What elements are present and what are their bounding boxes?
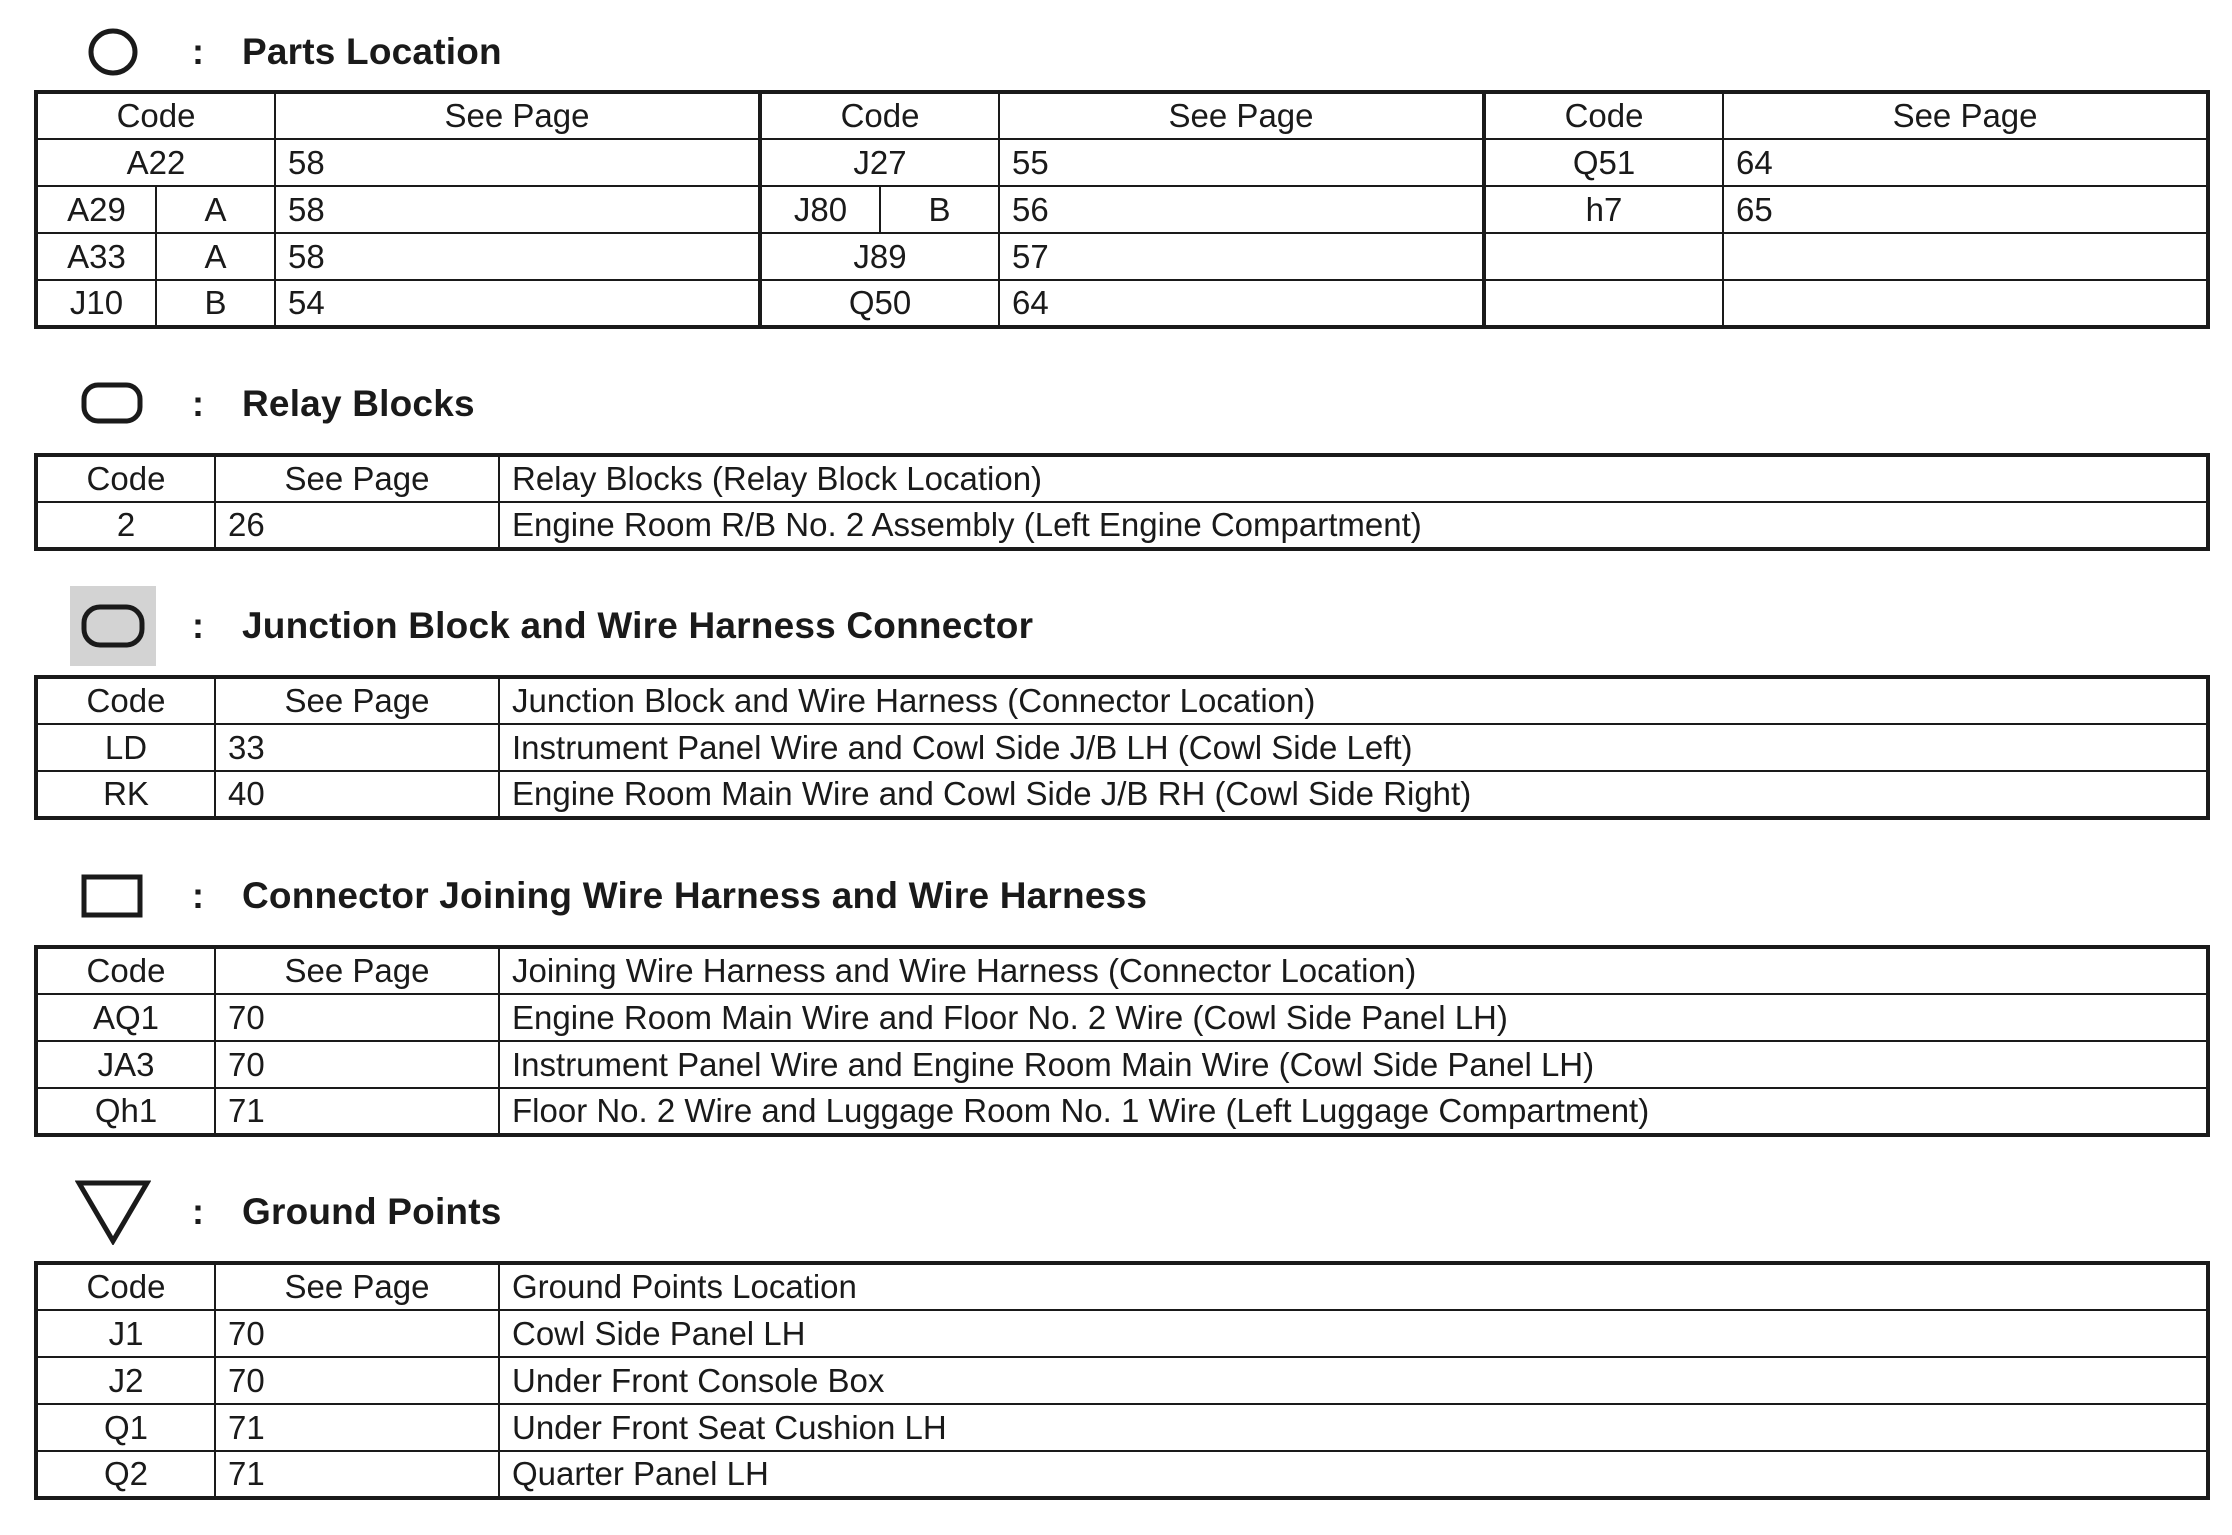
page-cell — [1723, 280, 2208, 327]
section-header-connector-joining — [70, 856, 1147, 936]
page-cell: 55 — [999, 139, 1484, 186]
junction-block-table — [34, 675, 2210, 820]
location-cell: Instrument Panel Wire and Engine Room Main Wire (Cowl Side Panel LH) — [499, 1041, 2208, 1088]
table-row — [36, 1451, 2208, 1498]
column-header-see-page: See Page — [215, 455, 499, 502]
column-header-code: Code — [36, 677, 215, 724]
code-cell: Q50 — [760, 280, 999, 327]
column-header-code: Code — [760, 92, 999, 139]
code-cell: A29 — [36, 186, 156, 233]
column-header-location: Relay Blocks (Relay Block Location) — [499, 455, 2208, 502]
code-cell: J80 — [760, 186, 880, 233]
table-row — [36, 186, 2208, 233]
code-cell: J10 — [36, 280, 156, 327]
page-cell: 65 — [1723, 186, 2208, 233]
code-cell: A33 — [36, 233, 156, 280]
section-header-parts-location — [70, 12, 502, 92]
location-cell: Engine Room Main Wire and Floor No. 2 Wire (Cowl Side Panel LH) — [499, 994, 2208, 1041]
variant-cell: B — [156, 280, 275, 327]
location-cell: Instrument Panel Wire and Cowl Side J/B LH (Cowl Side Left) — [499, 724, 2208, 771]
table-header-row — [36, 947, 2208, 994]
code-cell: 2 — [36, 502, 215, 549]
table-header-row — [36, 455, 2208, 502]
column-header-see-page: See Page — [215, 947, 499, 994]
column-header-see-page: See Page — [999, 92, 1484, 139]
code-cell: Qh1 — [36, 1088, 215, 1135]
connector-joining-table — [34, 945, 2210, 1137]
rectangle-icon — [70, 856, 156, 936]
page-cell: 71 — [215, 1088, 499, 1135]
rounded-rect-icon — [70, 364, 156, 444]
section-colon: : — [192, 875, 204, 916]
column-header-code: Code — [1484, 92, 1723, 139]
section-title: Parts Location — [242, 31, 502, 72]
page-cell: 54 — [275, 280, 760, 327]
ground-points-table — [34, 1261, 2210, 1500]
variant-cell: A — [156, 186, 275, 233]
code-cell: Q51 — [1484, 139, 1723, 186]
column-header-code: Code — [36, 947, 215, 994]
page-cell: 70 — [215, 994, 499, 1041]
code-cell: LD — [36, 724, 215, 771]
section-title: Connector Joining Wire Harness and Wire Harness — [242, 875, 1148, 916]
column-header-location: Junction Block and Wire Harness (Connector Location) — [499, 677, 2208, 724]
location-cell: Under Front Console Box — [499, 1357, 2208, 1404]
code-cell: AQ1 — [36, 994, 215, 1041]
code-cell: Q2 — [36, 1451, 215, 1498]
page-cell: 40 — [215, 771, 499, 818]
column-header-code: Code — [36, 92, 275, 139]
page-cell: 70 — [215, 1041, 499, 1088]
circle-icon — [70, 12, 156, 92]
section-colon: : — [192, 605, 204, 646]
table-row — [36, 1041, 2208, 1088]
column-header-see-page: See Page — [1723, 92, 2208, 139]
code-cell: J27 — [760, 139, 999, 186]
section-title: Relay Blocks — [242, 383, 475, 424]
section-title: Ground Points — [242, 1191, 502, 1232]
page-cell: 33 — [215, 724, 499, 771]
column-header-location: Joining Wire Harness and Wire Harness (Connector Location) — [499, 947, 2208, 994]
table-row — [36, 994, 2208, 1041]
table-row — [36, 1088, 2208, 1135]
triangle-down-icon — [70, 1172, 156, 1252]
column-header-see-page: See Page — [215, 677, 499, 724]
code-cell: h7 — [1484, 186, 1723, 233]
shaded-rounded-rect-icon — [70, 586, 156, 666]
section-title: Junction Block and Wire Harness Connector — [242, 605, 1034, 646]
table-row — [36, 1357, 2208, 1404]
column-header-see-page: See Page — [275, 92, 760, 139]
column-header-code: Code — [36, 1263, 215, 1310]
location-cell: Quarter Panel LH — [499, 1451, 2208, 1498]
location-cell: Engine Room R/B No. 2 Assembly (Left Engine Compartment) — [499, 502, 2208, 549]
table-row — [36, 1404, 2208, 1451]
section-header-junction-block — [70, 586, 1033, 666]
column-header-see-page: See Page — [215, 1263, 499, 1310]
location-cell: Cowl Side Panel LH — [499, 1310, 2208, 1357]
code-cell: JA3 — [36, 1041, 215, 1088]
page-cell: 71 — [215, 1404, 499, 1451]
column-header-code: Code — [36, 455, 215, 502]
location-cell: Under Front Seat Cushion LH — [499, 1404, 2208, 1451]
page-cell: 71 — [215, 1451, 499, 1498]
code-cell — [1484, 233, 1723, 280]
page-cell — [1723, 233, 2208, 280]
table-row — [36, 139, 2208, 186]
table-row — [36, 502, 2208, 549]
variant-cell: A — [156, 233, 275, 280]
code-cell: J2 — [36, 1357, 215, 1404]
parts-location-table — [34, 90, 2210, 329]
location-cell: Floor No. 2 Wire and Luggage Room No. 1 Wire (Left Luggage Compartment) — [499, 1088, 2208, 1135]
location-cell: Engine Room Main Wire and Cowl Side J/B RH (Cowl Side Right) — [499, 771, 2208, 818]
section-colon: : — [192, 383, 204, 424]
code-cell — [1484, 280, 1723, 327]
column-header-location: Ground Points Location — [499, 1263, 2208, 1310]
page-cell: 58 — [275, 139, 760, 186]
section-header-relay-blocks — [70, 364, 475, 444]
section-colon: : — [192, 1191, 204, 1232]
page-cell: 57 — [999, 233, 1484, 280]
code-cell: J89 — [760, 233, 999, 280]
code-cell: RK — [36, 771, 215, 818]
section-header-ground-points — [70, 1172, 502, 1252]
page-cell: 64 — [1723, 139, 2208, 186]
page-cell: 56 — [999, 186, 1484, 233]
page-cell: 26 — [215, 502, 499, 549]
section-colon: : — [192, 31, 204, 72]
table-row — [36, 771, 2208, 818]
table-row — [36, 280, 2208, 327]
code-cell: A22 — [36, 139, 275, 186]
page-cell: 70 — [215, 1357, 499, 1404]
table-header-row — [36, 92, 2208, 139]
relay-blocks-table — [34, 453, 2210, 551]
table-row — [36, 233, 2208, 280]
page-cell: 64 — [999, 280, 1484, 327]
code-cell: J1 — [36, 1310, 215, 1357]
page-cell: 70 — [215, 1310, 499, 1357]
table-header-row — [36, 1263, 2208, 1310]
table-header-row — [36, 677, 2208, 724]
page-cell: 58 — [275, 233, 760, 280]
table-row — [36, 724, 2208, 771]
table-row — [36, 1310, 2208, 1357]
page-cell: 58 — [275, 186, 760, 233]
variant-cell: B — [880, 186, 999, 233]
code-cell: Q1 — [36, 1404, 215, 1451]
